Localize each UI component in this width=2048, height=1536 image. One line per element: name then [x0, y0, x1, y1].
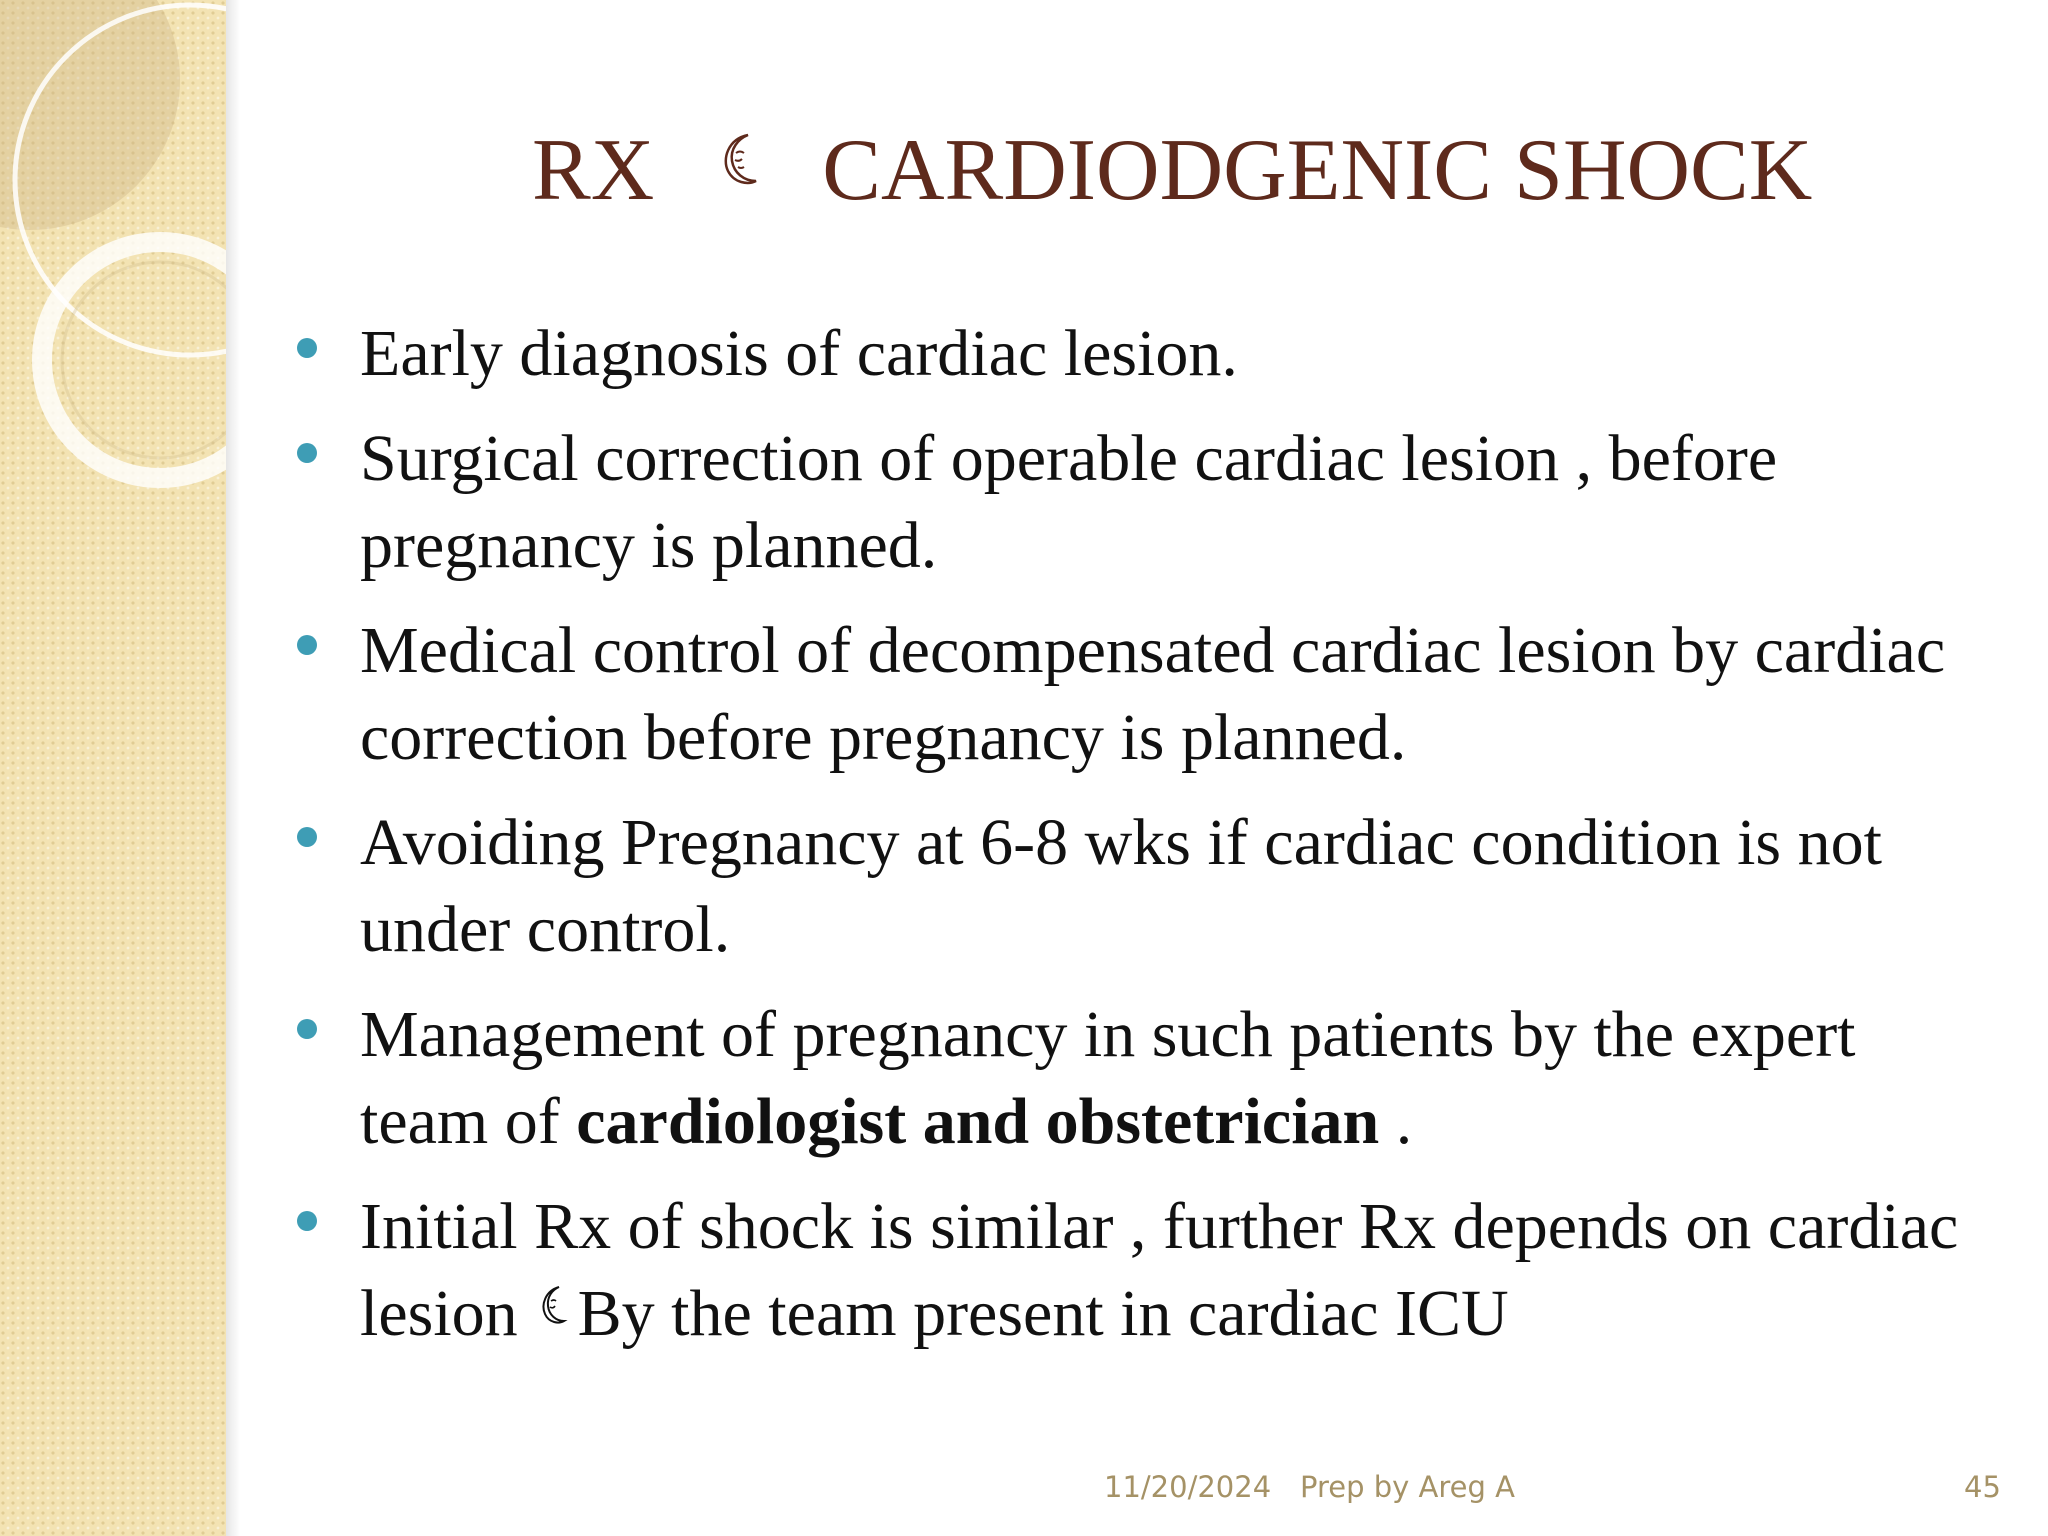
bullet-text-before: Management of pregnancy in such patients by the expert team of [360, 998, 1856, 1158]
bullet-dot-icon [297, 443, 317, 463]
bullet-dot-icon [297, 338, 317, 358]
bullet-dot-icon [297, 635, 317, 655]
decorative-rings [0, 0, 226, 1536]
bullet-dot-icon [297, 827, 317, 847]
bullet-text-bold: cardiologist and obstetrician [576, 1085, 1380, 1158]
title-right: CARDIODGENIC SHOCK [822, 122, 1813, 219]
crescent-moon-icon [536, 1283, 568, 1327]
footer-author: Prep by Areg A [1300, 1470, 1515, 1504]
bullet-text-before: Initial Rx of shock is similar , further Rx depends on cardiac lesion [360, 1190, 1959, 1350]
bullet-text: Early diagnosis of cardiac lesion. [360, 317, 1238, 390]
slide-title [532, 118, 1812, 224]
bullet-item [288, 310, 1978, 397]
bullet-item [288, 415, 1978, 589]
bullet-text: Medical control of decompensated cardiac lesion by cardiac correction before pregnancy is planned. [360, 614, 1946, 774]
crescent-moon-icon [714, 129, 762, 189]
decorative-side-band [0, 0, 226, 1536]
bullet-item [288, 1183, 1978, 1357]
footer-page-number: 45 [1964, 1470, 2001, 1504]
bullet-text-after: . [1379, 1085, 1413, 1158]
bullet-dot-icon [297, 1211, 317, 1231]
bullet-dot-icon [297, 1019, 317, 1039]
bullet-item [288, 991, 1978, 1165]
band-edge-shadow [226, 0, 240, 1536]
bullet-text: Avoiding Pregnancy at 6-8 wks if cardiac condition is not under control. [360, 806, 1882, 966]
bullet-text: Surgical correction of operable cardiac lesion , before pregnancy is planned. [360, 422, 1778, 582]
bullet-text-after: By the team present in cardiac ICU [577, 1277, 1509, 1350]
bullet-item [288, 607, 1978, 781]
bullet-item [288, 799, 1978, 973]
bullet-list [288, 310, 1978, 1375]
title-left: RX [532, 122, 655, 219]
footer-date: 11/20/2024 [1104, 1470, 1272, 1504]
